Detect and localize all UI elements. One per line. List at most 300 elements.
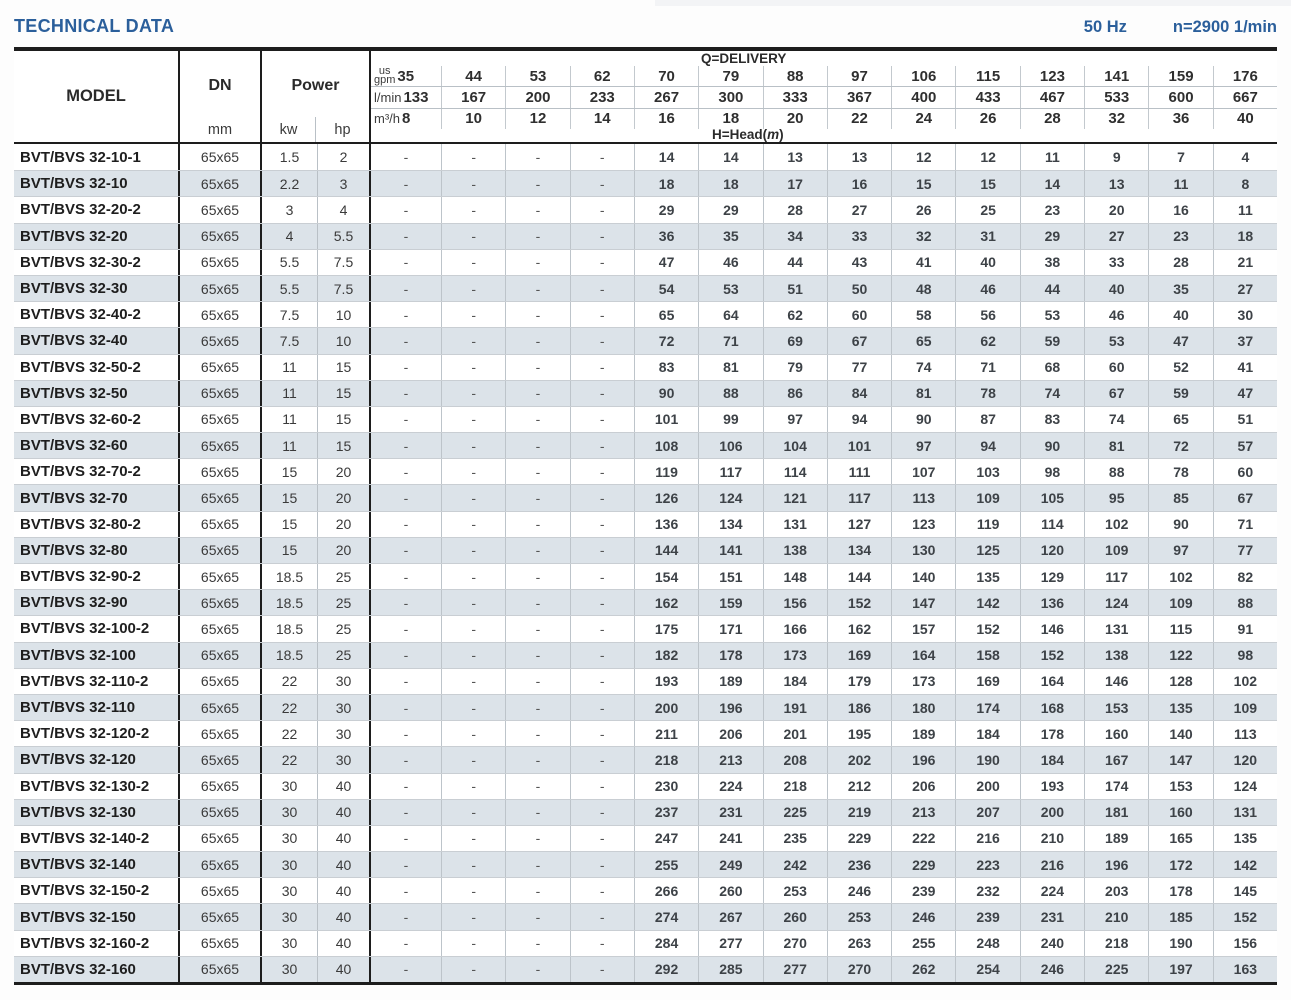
head-cell: -: [403, 594, 409, 611]
head-cell: 197: [1148, 957, 1212, 982]
table-row: [14, 668, 1277, 694]
head-cell: 53: [1020, 302, 1084, 327]
head-cell: 119: [955, 512, 1019, 537]
delivery-header-cell: 123: [1020, 66, 1084, 86]
delivery-header-cell: 176: [1213, 66, 1277, 86]
head-cell: 40: [955, 250, 1019, 275]
head-cell: 40: [1084, 276, 1148, 301]
hp-cell: 7.5: [317, 250, 371, 275]
head-values: [371, 826, 1277, 851]
kw-cell: 22: [281, 725, 298, 742]
head-cell: -: [505, 407, 569, 432]
head-cell: 165: [1148, 826, 1212, 851]
flow-unit-label: us gpm: [374, 65, 396, 87]
head-cell: -: [505, 564, 569, 589]
head-cell: 99: [698, 407, 762, 432]
head-cell: 82: [1213, 564, 1277, 589]
head-cell: 114: [1020, 512, 1084, 537]
head-cell: 88: [698, 381, 762, 406]
head-cell: 29: [634, 197, 698, 222]
head-cell: 213: [891, 800, 955, 825]
head-cell: -: [403, 254, 409, 271]
table-row: [14, 249, 1277, 275]
head-cell: 67: [1213, 485, 1277, 510]
head-values: [371, 224, 1277, 249]
head-cell: -: [570, 381, 634, 406]
delivery-header-cell: 106: [891, 66, 955, 86]
head-cell: 231: [698, 800, 762, 825]
hp-cell: 20: [317, 538, 371, 563]
head-cell: -: [570, 695, 634, 720]
head-cell: -: [570, 224, 634, 249]
head-cell: 72: [1148, 433, 1212, 458]
head-cell: -: [570, 276, 634, 301]
head-values: [371, 800, 1277, 825]
hp-cell: 25: [317, 643, 371, 668]
head-cell: 203: [1084, 878, 1148, 903]
head-cell: 119: [634, 459, 698, 484]
delivery-row-lmin: [371, 86, 1277, 107]
head-label-unit: m: [767, 126, 780, 142]
kw-cell: 22: [281, 751, 298, 768]
delivery-header-cell: 70: [634, 66, 698, 86]
head-cell: 138: [763, 538, 827, 563]
head-cell: 171: [698, 616, 762, 641]
model-cell: BVT/BVS 32-10-1: [14, 144, 180, 170]
head-cell: 117: [827, 485, 891, 510]
head-cell: -: [570, 355, 634, 380]
kw-cell: 2.2: [279, 175, 300, 192]
head-cell: 9: [1084, 144, 1148, 170]
head-cell: 274: [634, 904, 698, 929]
head-cell: -: [441, 669, 505, 694]
delivery-header-cell: 159: [1148, 66, 1212, 86]
head-cell: 253: [763, 878, 827, 903]
head-cell: 168: [1020, 695, 1084, 720]
model-cell: BVT/BVS 32-130: [14, 800, 180, 825]
head-cell: 223: [955, 852, 1019, 877]
head-values: [371, 695, 1277, 720]
kw-cell: 11: [282, 437, 297, 454]
head-cell: 74: [1084, 407, 1148, 432]
delivery-header-cell: 333: [763, 87, 827, 107]
delivery-header-cell: 14: [570, 109, 634, 129]
head-cell: 114: [763, 459, 827, 484]
table-row: [14, 327, 1277, 353]
head-cell: -: [441, 957, 505, 982]
kw-cell: 30: [281, 961, 298, 978]
head-cell: 284: [634, 931, 698, 956]
head-cell: -: [570, 433, 634, 458]
kw-cell: 22: [281, 673, 298, 690]
head-cell: 16: [1148, 197, 1212, 222]
head-cell: 242: [763, 852, 827, 877]
hp-cell: 10: [317, 302, 371, 327]
hp-cell: 15: [317, 433, 371, 458]
head-cell: 14: [634, 144, 698, 170]
model-cell: BVT/BVS 32-150-2: [14, 878, 180, 903]
model-cell: BVT/BVS 32-90-2: [14, 564, 180, 589]
head-cell: -: [505, 381, 569, 406]
head-cell: 18: [698, 171, 762, 196]
model-cell: BVT/BVS 32-110: [14, 695, 180, 720]
dn-cell: 65x65: [180, 433, 262, 458]
head-cell: 64: [698, 302, 762, 327]
head-cell: 270: [763, 931, 827, 956]
head-cell: 71: [698, 328, 762, 353]
head-cell: 12: [955, 144, 1019, 170]
hp-cell: 25: [317, 616, 371, 641]
head-cell: -: [403, 751, 409, 768]
head-cell: 124: [698, 485, 762, 510]
power-units: [262, 117, 369, 142]
head-cell: 32: [891, 224, 955, 249]
head-cell: 109: [1148, 590, 1212, 615]
head-cell: -: [403, 804, 409, 821]
head-cell: -: [570, 669, 634, 694]
kw-cell: 30: [281, 856, 298, 873]
head-cell: 146: [1020, 616, 1084, 641]
table-row: [14, 694, 1277, 720]
head-cell: -: [570, 302, 634, 327]
hp-cell: 15: [317, 381, 371, 406]
head-cell: 117: [698, 459, 762, 484]
head-cell: 285: [698, 957, 762, 982]
dn-cell: 65x65: [180, 144, 262, 170]
head-cell: 141: [698, 538, 762, 563]
table-row: [14, 301, 1277, 327]
kw-cell: 30: [281, 830, 298, 847]
hp-cell: 25: [317, 564, 371, 589]
head-values: [371, 250, 1277, 275]
delivery-header-cell: 533: [1084, 87, 1148, 107]
head-cell: 14: [1020, 171, 1084, 196]
head-cell: -: [441, 433, 505, 458]
head-values: [371, 852, 1277, 877]
model-cell: BVT/BVS 32-40: [14, 328, 180, 353]
head-cell: 266: [634, 878, 698, 903]
hp-cell: 40: [317, 800, 371, 825]
head-cell: -: [570, 538, 634, 563]
hp-cell: 40: [317, 774, 371, 799]
head-cell: -: [570, 328, 634, 353]
head-cell: -: [505, 616, 569, 641]
head-cell: 146: [1084, 669, 1148, 694]
kw-cell: 11: [282, 385, 297, 402]
speed-label: n=2900 1/min: [1172, 18, 1277, 36]
head-cell: 136: [1020, 590, 1084, 615]
head-cell: 53: [1084, 328, 1148, 353]
dn-cell: 65x65: [180, 355, 262, 380]
head-cell: -: [505, 695, 569, 720]
hp-cell: 40: [317, 826, 371, 851]
head-cell: -: [505, 590, 569, 615]
head-cell: 77: [827, 355, 891, 380]
delivery-header-cell: 20: [763, 109, 827, 129]
head-cell: -: [441, 171, 505, 196]
head-cell: 105: [1020, 485, 1084, 510]
head-cell: 277: [763, 957, 827, 982]
model-cell: BVT/BVS 32-150: [14, 904, 180, 929]
head-cell: -: [441, 695, 505, 720]
head-cell: 202: [827, 747, 891, 772]
hp-cell: 20: [317, 485, 371, 510]
head-cell: -: [505, 800, 569, 825]
head-cell: -: [505, 328, 569, 353]
head-cell: -: [505, 669, 569, 694]
head-cell: -: [441, 485, 505, 510]
model-cell: BVT/BVS 32-100-2: [14, 616, 180, 641]
head-cell: 69: [763, 328, 827, 353]
head-cell: 26: [891, 197, 955, 222]
head-cell: 120: [1020, 538, 1084, 563]
head-cell: 125: [955, 538, 1019, 563]
delivery-header-cell: 300: [698, 87, 762, 107]
table-row: [14, 851, 1277, 877]
head-cell: 47: [1213, 381, 1277, 406]
head-cell: 23: [1148, 224, 1212, 249]
head-cell: 97: [1148, 538, 1212, 563]
head-cell: -: [505, 459, 569, 484]
head-cell: 59: [1148, 381, 1212, 406]
model-cell: BVT/BVS 32-80: [14, 538, 180, 563]
head-cell: 160: [1084, 721, 1148, 746]
head-cell: 140: [891, 564, 955, 589]
head-cell: 131: [1084, 616, 1148, 641]
head-cell: -: [505, 904, 569, 929]
model-cell: BVT/BVS 32-30-2: [14, 250, 180, 275]
head-cell: 35: [1148, 276, 1212, 301]
head-cell: -: [403, 149, 409, 166]
head-cell: 246: [827, 878, 891, 903]
head-cell: -: [505, 538, 569, 563]
kw-cell: 18.5: [275, 594, 304, 611]
head-values: [371, 878, 1277, 903]
head-cell: 239: [955, 904, 1019, 929]
head-cell: 51: [763, 276, 827, 301]
head-cell: 21: [1213, 250, 1277, 275]
head-cell: 200: [634, 695, 698, 720]
head-cell: -: [441, 800, 505, 825]
head-cell: 148: [763, 564, 827, 589]
head-cell: 152: [1020, 643, 1084, 668]
head-cell: 124: [1213, 774, 1277, 799]
dn-unit-label: mm: [207, 121, 233, 138]
head-cell: 212: [827, 774, 891, 799]
head-cell: 172: [1148, 852, 1212, 877]
dn-cell: 65x65: [180, 904, 262, 929]
head-cell: 83: [1020, 407, 1084, 432]
dn-cell: 65x65: [180, 250, 262, 275]
table-row: [14, 720, 1277, 746]
head-cell: 178: [1020, 721, 1084, 746]
model-cell: BVT/BVS 32-80-2: [14, 512, 180, 537]
head-cell: 167: [1084, 747, 1148, 772]
kw-cell: 30: [281, 778, 298, 795]
head-cell: 156: [1213, 931, 1277, 956]
head-cell: 81: [891, 381, 955, 406]
head-cell: 235: [763, 826, 827, 851]
delivery-header-cell: 40: [1213, 109, 1277, 129]
head-cell: 58: [891, 302, 955, 327]
head-cell: 210: [1020, 826, 1084, 851]
delivery-header-cell: 167: [441, 87, 505, 107]
head-cell: 97: [891, 433, 955, 458]
kw-cell: 30: [281, 909, 298, 926]
delivery-header-cell: 36: [1148, 109, 1212, 129]
head-cell: 184: [763, 669, 827, 694]
head-values: [371, 957, 1277, 982]
delivery-header-cell: 200: [505, 87, 569, 107]
head-cell: -: [570, 878, 634, 903]
table-row: [14, 484, 1277, 510]
head-cell: 131: [1213, 800, 1277, 825]
hp-cell: 30: [317, 695, 371, 720]
kw-cell: 7.5: [279, 306, 300, 323]
head-cell: -: [441, 224, 505, 249]
head-cell: 270: [827, 957, 891, 982]
head-cell: -: [403, 175, 409, 192]
head-cell: 117: [1084, 564, 1148, 589]
head-cell: 229: [827, 826, 891, 851]
head-cell: -: [441, 774, 505, 799]
head-values: [371, 590, 1277, 615]
head-cell: 193: [634, 669, 698, 694]
head-cell: -: [403, 935, 409, 952]
model-cell: BVT/BVS 32-120: [14, 747, 180, 772]
head-cell: 253: [827, 904, 891, 929]
head-cell: 160: [1148, 800, 1212, 825]
head-cell: 131: [763, 512, 827, 537]
frequency-label: 50 Hz: [1083, 18, 1127, 36]
delivery-header-cell: 62: [570, 66, 634, 86]
head-cell: 95: [1084, 485, 1148, 510]
model-cell: BVT/BVS 32-30: [14, 276, 180, 301]
head-cell: -: [570, 643, 634, 668]
head-cell: 68: [1020, 355, 1084, 380]
kw-cell: 7.5: [279, 332, 300, 349]
head-cell: 11: [1213, 197, 1277, 222]
head-cell: -: [441, 538, 505, 563]
head-cell: 86: [763, 381, 827, 406]
head-cell: 72: [634, 328, 698, 353]
head-values: [371, 355, 1277, 380]
table-row: [14, 275, 1277, 301]
head-values: [371, 747, 1277, 772]
head-cell: -: [570, 564, 634, 589]
page-header: [14, 16, 1277, 37]
head-cell: -: [441, 852, 505, 877]
head-cell: 65: [1148, 407, 1212, 432]
head-cell: 81: [698, 355, 762, 380]
head-cell: 207: [955, 800, 1019, 825]
delivery-header-cell: 467: [1020, 87, 1084, 107]
head-cell: 67: [827, 328, 891, 353]
head-cell: 142: [1213, 852, 1277, 877]
head-cell: 53: [698, 276, 762, 301]
delivery-header-cell: 667: [1213, 87, 1277, 107]
head-cell: 15: [955, 171, 1019, 196]
table-row: [14, 144, 1277, 170]
head-cell: 90: [891, 407, 955, 432]
head-cell: 213: [698, 747, 762, 772]
head-cell: -: [570, 852, 634, 877]
head-values: [371, 433, 1277, 458]
model-cell: BVT/BVS 32-60-2: [14, 407, 180, 432]
head-cell: 106: [698, 433, 762, 458]
head-cell: -: [441, 355, 505, 380]
head-cell: -: [441, 250, 505, 275]
head-values: [371, 197, 1277, 222]
model-cell: BVT/BVS 32-110-2: [14, 669, 180, 694]
head-cell: 147: [891, 590, 955, 615]
head-cell: 29: [698, 197, 762, 222]
head-cell: -: [403, 516, 409, 533]
head-cell: -: [505, 721, 569, 746]
head-cell: 224: [1020, 878, 1084, 903]
head-cell: -: [403, 882, 409, 899]
head-cell: 255: [891, 931, 955, 956]
head-cell: 246: [1020, 957, 1084, 982]
head-values: [371, 538, 1277, 563]
head-cell: 16: [827, 171, 891, 196]
kw-cell: 11: [282, 411, 297, 428]
head-cell: 225: [1084, 957, 1148, 982]
technical-data-table: [14, 47, 1277, 985]
head-cell: 29: [1020, 224, 1084, 249]
head-cell: 185: [1148, 904, 1212, 929]
head-cell: 25: [955, 197, 1019, 222]
kw-cell: 30: [281, 882, 298, 899]
head-cell: 98: [1020, 459, 1084, 484]
head-cell: 135: [1148, 695, 1212, 720]
delivery-header-cell: l/min 133: [374, 88, 429, 106]
head-cell: -: [403, 647, 409, 664]
head-cell: 174: [1084, 774, 1148, 799]
head-cell: -: [505, 355, 569, 380]
dn-cell: 65x65: [180, 590, 262, 615]
head-cell: -: [441, 512, 505, 537]
head-cell: 84: [827, 381, 891, 406]
head-cell: 46: [955, 276, 1019, 301]
head-cell: 166: [763, 616, 827, 641]
head-cell: 88: [1084, 459, 1148, 484]
head-cell: 113: [1213, 721, 1277, 746]
head-cell: 201: [763, 721, 827, 746]
head-cell: -: [403, 332, 409, 349]
table-body: [14, 144, 1277, 982]
head-cell: 88: [1213, 590, 1277, 615]
head-cell: -: [403, 490, 409, 507]
head-cell: 27: [1213, 276, 1277, 301]
head-cell: 34: [763, 224, 827, 249]
dn-cell: 65x65: [180, 669, 262, 694]
kw-cell: 18.5: [275, 568, 304, 585]
hp-cell: 7.5: [317, 276, 371, 301]
head-cell: -: [403, 411, 409, 428]
head-cell: 239: [891, 878, 955, 903]
delivery-header-cell: 53: [505, 66, 569, 86]
hp-cell: 30: [317, 721, 371, 746]
head-cell: 277: [698, 931, 762, 956]
head-cell: 60: [1084, 355, 1148, 380]
head-cell: -: [403, 228, 409, 245]
hp-cell: 40: [317, 852, 371, 877]
head-label-prefix: H=Head(: [712, 126, 768, 142]
head-cell: 44: [1020, 276, 1084, 301]
head-cell: -: [570, 721, 634, 746]
head-cell: -: [441, 878, 505, 903]
